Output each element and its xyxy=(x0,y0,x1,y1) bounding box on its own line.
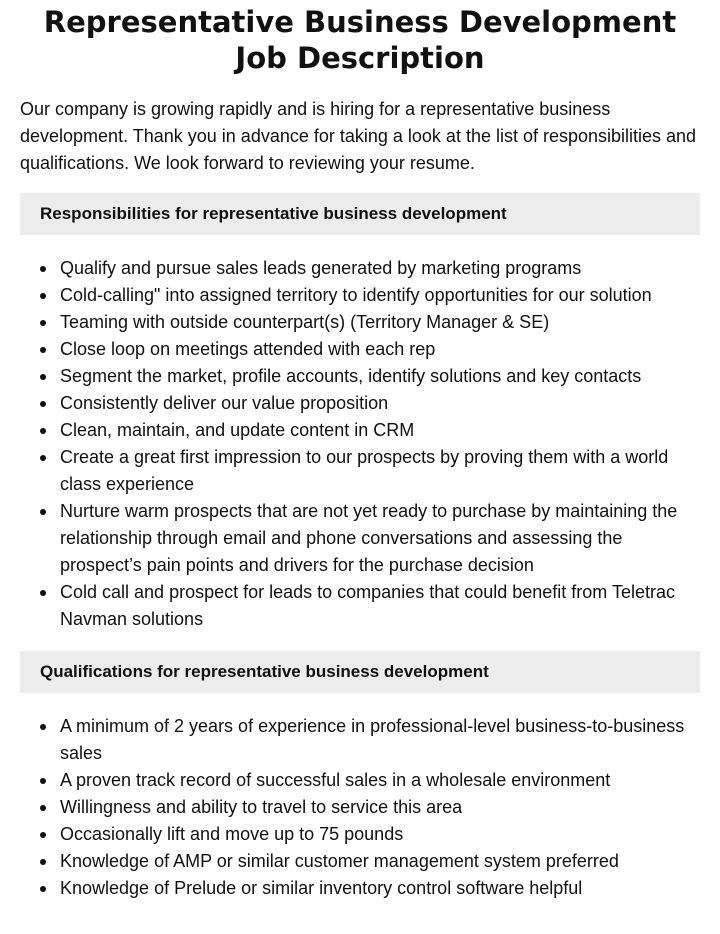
list-item xyxy=(20,390,700,417)
page-title: Representative Business Development Job Description xyxy=(43,5,677,75)
bullet-icon xyxy=(40,832,46,838)
bullet-icon xyxy=(40,374,46,380)
list-item-text: A proven track record of successful sales in a wholesale environment xyxy=(60,770,611,790)
bullet-icon xyxy=(40,293,46,299)
bullet-icon xyxy=(40,455,46,461)
list-item xyxy=(20,363,700,390)
list-item xyxy=(20,821,700,848)
list-item xyxy=(20,255,700,282)
list-item-text: Cold-calling" into assigned territory to identify opportunities for our solution xyxy=(60,285,652,305)
list-item xyxy=(20,767,700,794)
list-item-text: Knowledge of Prelude or similar inventory control software helpful xyxy=(60,878,583,898)
bullet-icon xyxy=(40,347,46,353)
bullet-icon xyxy=(40,401,46,407)
list-item xyxy=(20,713,700,767)
list-item xyxy=(20,444,700,498)
list-item xyxy=(20,579,700,633)
qualifications-header xyxy=(20,651,700,693)
list-item xyxy=(20,498,700,579)
intro-paragraph: Our company is growing rapidly and is hiring for a representative business development. Thank you in advance for taking a look at the list of responsibilities and qualifications. We look forward to reviewing your resume. xyxy=(20,99,697,173)
list-item-text: Segment the market, profile accounts, identify solutions and key contacts xyxy=(60,366,642,386)
qualifications-heading: Qualifications for representative business development xyxy=(40,662,489,681)
list-item xyxy=(20,336,700,363)
list-item-text: Qualify and pursue sales leads generated by marketing programs xyxy=(60,258,582,278)
list-item xyxy=(20,282,700,309)
list-item xyxy=(20,309,700,336)
bullet-icon xyxy=(40,320,46,326)
list-item xyxy=(20,794,700,821)
list-item-text: Knowledge of AMP or similar customer management system preferred xyxy=(60,851,619,871)
bullet-icon xyxy=(40,859,46,865)
list-item-text: Nurture warm prospects that are not yet ready to purchase by maintaining the relationship through email and phone conversations and assessing the prospect’s pain points and drivers for the purchase decision xyxy=(60,501,678,575)
bullet-icon xyxy=(40,724,46,730)
list-item-text: Close loop on meetings attended with each rep xyxy=(60,339,436,359)
list-item-text: Occasionally lift and move up to 75 pounds xyxy=(60,824,404,844)
list-item xyxy=(20,417,700,444)
list-item-text: Teaming with outside counterpart(s) (Territory Manager & SE) xyxy=(60,312,550,332)
bullet-icon xyxy=(40,886,46,892)
bullet-icon xyxy=(40,428,46,434)
list-item-text: Cold call and prospect for leads to companies that could benefit from Teletrac Navman solutions xyxy=(60,582,676,629)
list-item-text: Clean, maintain, and update content in CRM xyxy=(60,420,415,440)
bullet-icon xyxy=(40,266,46,272)
list-item-text: Consistently deliver our value proposition xyxy=(60,393,389,413)
responsibilities-list xyxy=(20,255,700,633)
bullet-icon xyxy=(40,778,46,784)
bullet-icon xyxy=(40,805,46,811)
list-item-text: A minimum of 2 years of experience in professional-level business-to-business sales xyxy=(60,716,685,763)
job-description-page xyxy=(0,4,720,934)
list-item xyxy=(20,848,700,875)
responsibilities-header xyxy=(20,193,700,235)
bullet-icon xyxy=(40,509,46,515)
list-item xyxy=(20,875,700,902)
list-item-text: Create a great first impression to our prospects by proving them with a world class experience xyxy=(60,447,669,494)
bullet-icon xyxy=(40,590,46,596)
list-item-text: Willingness and ability to travel to service this area xyxy=(60,797,463,817)
qualifications-list xyxy=(20,713,700,902)
responsibilities-heading: Responsibilities for representative business development xyxy=(40,204,507,223)
